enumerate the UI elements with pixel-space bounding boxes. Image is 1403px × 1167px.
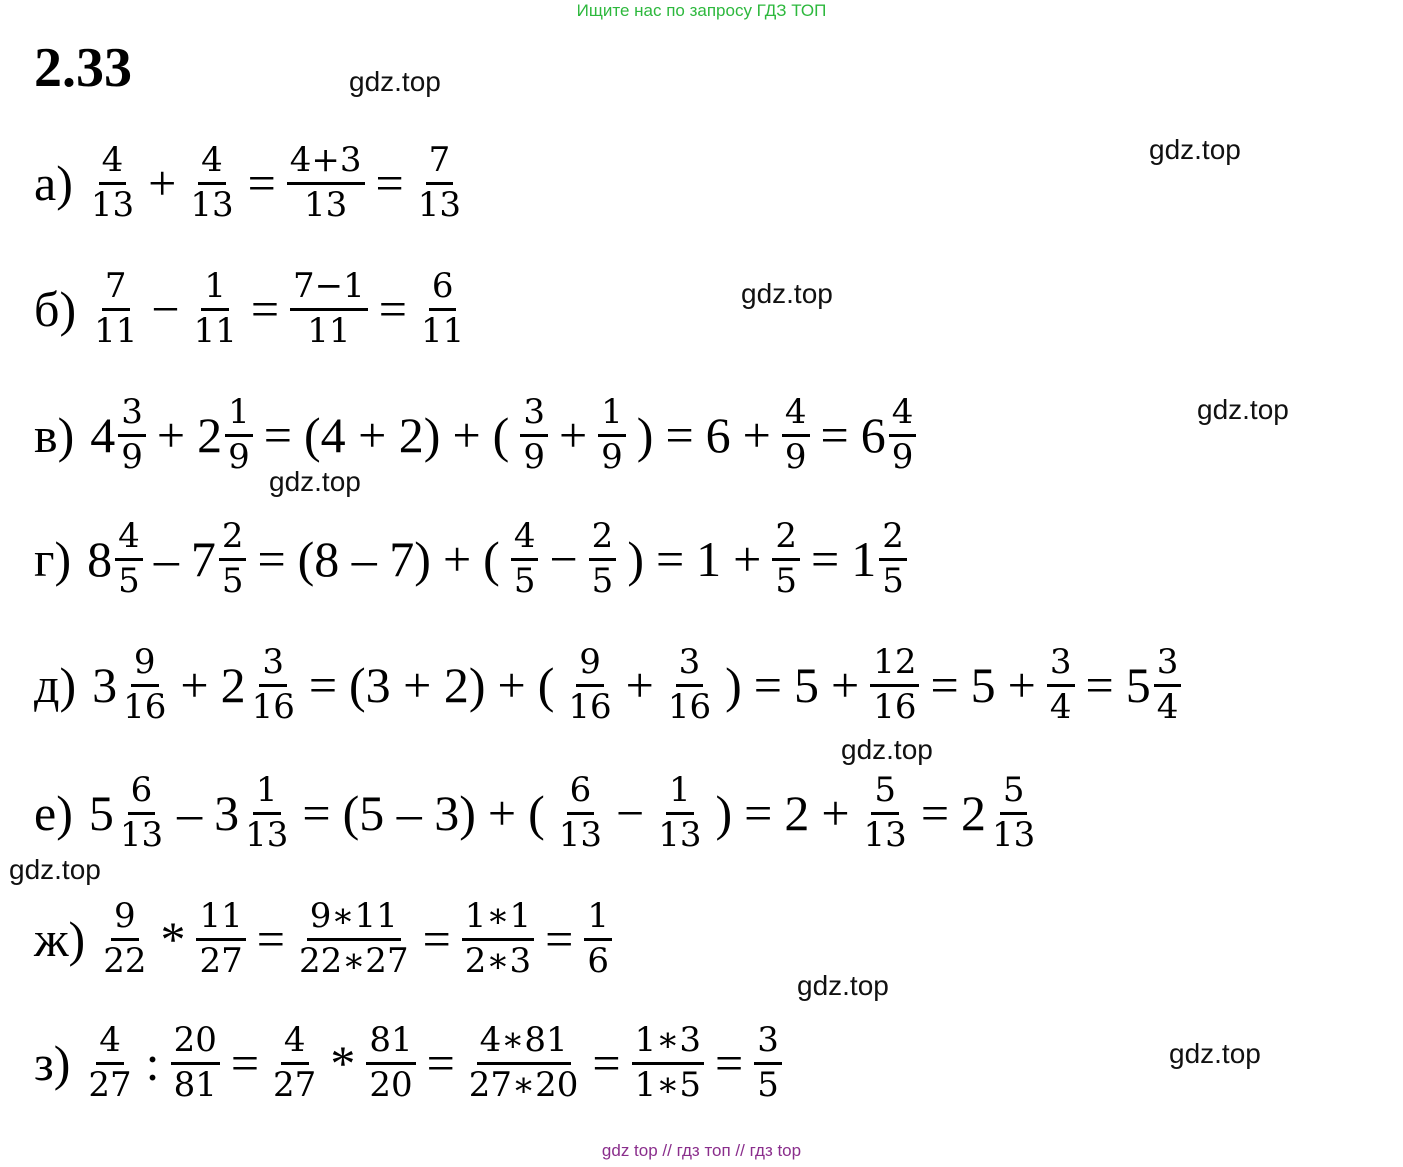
denominator: 5 <box>118 560 140 601</box>
fraction <box>91 265 140 351</box>
fraction <box>270 1019 319 1105</box>
numerator: 1 <box>201 269 229 311</box>
math-token: + <box>487 785 517 841</box>
whole-part: 2 <box>220 657 246 713</box>
math-token: = <box>930 657 959 713</box>
fraction <box>242 769 291 855</box>
denominator: 5 <box>882 560 904 601</box>
numerator: 7 <box>426 143 454 185</box>
watermark: gdz.top <box>1149 134 1241 165</box>
item-label: з) <box>34 1035 71 1091</box>
item-label: б) <box>34 281 77 337</box>
solution-row <box>34 1013 787 1113</box>
denominator: 27∗20 <box>468 1064 579 1105</box>
denominator: 9 <box>784 436 807 477</box>
numerator: 1 <box>584 899 612 941</box>
math-token: = <box>920 785 950 841</box>
numerator: 4 <box>99 143 127 185</box>
numerator: 4 <box>511 519 539 561</box>
denominator: 1∗5 <box>634 1064 701 1105</box>
denominator: 13 <box>90 184 135 225</box>
denominator: 13 <box>658 814 702 855</box>
solution-row <box>34 259 472 359</box>
math-token: + <box>558 407 588 463</box>
item-label: а) <box>34 155 73 211</box>
fraction <box>584 895 612 981</box>
math-token: = <box>422 911 451 967</box>
fraction <box>1047 641 1075 727</box>
numerator: 6 <box>429 269 457 311</box>
math-token: (3 + 2) <box>349 657 486 713</box>
solution-row <box>34 385 921 485</box>
numerator: 2 <box>772 519 800 561</box>
numerator: 9 <box>111 899 139 941</box>
math-token: + <box>625 657 654 713</box>
numerator: 20 <box>171 1023 220 1065</box>
math-token: (5 – 3) <box>342 785 476 841</box>
math-token: ( <box>492 407 510 463</box>
numerator: 2 <box>879 519 907 561</box>
item-label: в) <box>34 407 75 463</box>
math-token: + <box>821 785 850 841</box>
watermark: gdz.top <box>797 970 889 1001</box>
math-token: − <box>549 531 578 587</box>
denominator: 27 <box>88 1064 132 1105</box>
math-token: ( <box>537 657 555 713</box>
watermark: gdz.top <box>349 66 441 97</box>
numerator: 5 <box>1000 773 1028 815</box>
math-token: = <box>256 911 285 967</box>
math-token: * <box>160 911 186 967</box>
watermark: gdz.top <box>1169 1038 1261 1069</box>
numerator: 3 <box>676 645 704 687</box>
fraction <box>171 1019 220 1105</box>
denominator: 27 <box>199 940 243 981</box>
fraction <box>225 391 253 477</box>
numerator: 11 <box>196 899 245 941</box>
search-banner: Ищите нас по запросу ГДЗ ТОП <box>576 1 827 20</box>
numerator: 3 <box>118 395 146 437</box>
numerator: 1 <box>253 773 281 815</box>
fraction <box>889 391 917 477</box>
math-token: + <box>148 155 177 211</box>
math-token: + <box>733 531 762 587</box>
denominator: 16 <box>123 686 167 727</box>
denominator: 9 <box>523 436 545 477</box>
watermark: gdz.top <box>741 278 833 309</box>
math-token: ( <box>528 785 545 841</box>
fraction <box>861 769 910 855</box>
fraction <box>219 515 247 601</box>
math-token: + <box>452 407 481 463</box>
denominator: 11 <box>193 310 237 351</box>
math-token: = <box>1085 657 1114 713</box>
denominator: 13 <box>119 814 164 855</box>
numerator: 4 <box>782 395 810 437</box>
fraction <box>511 515 539 601</box>
numerator: 2 <box>589 519 617 561</box>
math-token: = <box>257 531 286 587</box>
fraction <box>632 1019 704 1105</box>
whole-part: 2 <box>197 407 223 463</box>
numerator: 4+3 <box>287 143 365 185</box>
numerator: 9∗11 <box>307 899 401 941</box>
solution-row <box>34 889 617 989</box>
footer-watermark: gdz top // гдз топ // гдз top <box>601 1141 802 1160</box>
denominator: 6 <box>587 940 609 981</box>
item-label: д) <box>34 657 77 713</box>
math-token: + <box>156 407 186 463</box>
numerator: 6 <box>567 773 595 815</box>
math-token: = <box>811 531 840 587</box>
math-token: = <box>655 531 685 587</box>
item-label: ж) <box>34 911 86 967</box>
numerator: 4∗81 <box>477 1023 571 1065</box>
denominator: 5 <box>513 560 536 601</box>
numerator: 9 <box>131 645 159 687</box>
watermark: gdz.top <box>9 854 101 885</box>
fraction <box>598 391 626 477</box>
math-token: = <box>250 281 280 337</box>
solution-row <box>34 763 1043 863</box>
fraction <box>665 641 714 727</box>
denominator: 81 <box>173 1064 217 1105</box>
denominator: 16 <box>873 686 917 727</box>
watermark: gdz.top <box>269 466 361 497</box>
math-token: * <box>330 1035 356 1091</box>
fraction <box>556 769 605 855</box>
solution-row <box>34 133 469 233</box>
exercise-number: 2.33 <box>34 37 132 99</box>
numerator: 3 <box>1154 645 1182 687</box>
fraction <box>418 265 467 351</box>
math-token: = <box>378 281 407 337</box>
fraction <box>287 139 365 225</box>
numerator: 1∗3 <box>632 1023 704 1065</box>
fraction <box>520 391 548 477</box>
denominator: 4 <box>1049 686 1072 727</box>
numerator: 9 <box>576 645 604 687</box>
math-token: 5 <box>970 657 996 713</box>
numerator: 7−1 <box>290 269 368 311</box>
fraction <box>870 641 919 727</box>
fraction <box>415 139 464 225</box>
math-token: : <box>145 1035 160 1091</box>
item-label: е) <box>34 785 73 841</box>
whole-part: 5 <box>1125 657 1151 713</box>
fraction <box>589 515 617 601</box>
whole-part: 3 <box>214 785 240 841</box>
math-token: ) <box>715 785 733 841</box>
math-token: + <box>1007 657 1036 713</box>
fraction <box>191 265 240 351</box>
fraction <box>115 515 143 601</box>
watermark: gdz.top <box>1197 394 1289 425</box>
solution-row <box>34 635 1186 735</box>
denominator: 13 <box>558 814 603 855</box>
denominator: 5 <box>757 1064 779 1105</box>
whole-part: 8 <box>87 531 113 587</box>
denominator: 27 <box>273 1064 317 1105</box>
math-token: − <box>151 281 180 337</box>
math-token: – <box>177 785 203 841</box>
numerator: 4 <box>96 1023 124 1065</box>
fraction <box>290 265 368 351</box>
math-token: ) <box>627 531 644 587</box>
numerator: 3 <box>520 395 548 437</box>
numerator: 4 <box>198 143 226 185</box>
item-label: г) <box>34 531 72 587</box>
denominator: 2∗3 <box>464 940 532 981</box>
denominator: 9 <box>228 436 250 477</box>
denominator: 13 <box>304 184 348 225</box>
denominator: 16 <box>251 686 295 727</box>
denominator: 13 <box>245 814 289 855</box>
math-token: = <box>545 911 574 967</box>
math-token: (8 – 7) <box>297 531 431 587</box>
math-token: − <box>616 785 645 841</box>
numerator: 1 <box>598 395 626 437</box>
numerator: 4 <box>281 1023 309 1065</box>
denominator: 16 <box>568 686 612 727</box>
solution-row <box>34 509 912 609</box>
math-token: = <box>302 785 331 841</box>
fraction <box>85 1019 134 1105</box>
math-token: = <box>247 155 276 211</box>
numerator: 3 <box>259 645 287 687</box>
fraction <box>117 769 166 855</box>
math-token: 2 <box>784 785 810 841</box>
math-token: ) <box>725 657 742 713</box>
math-token: 6 <box>705 407 731 463</box>
whole-part: 3 <box>92 657 118 713</box>
math-token: ( <box>483 531 500 587</box>
math-token: + <box>830 657 860 713</box>
whole-part: 4 <box>90 407 116 463</box>
fraction <box>565 641 614 727</box>
fraction <box>462 895 534 981</box>
numerator: 5 <box>871 773 899 815</box>
whole-part: 2 <box>961 785 987 841</box>
numerator: 3 <box>1047 645 1075 687</box>
fraction <box>120 641 169 727</box>
denominator: 11 <box>94 310 138 351</box>
math-token: = <box>375 155 404 211</box>
math-token: (4 + 2) <box>303 407 441 463</box>
fraction <box>118 391 146 477</box>
numerator: 12 <box>870 645 919 687</box>
denominator: 13 <box>417 184 462 225</box>
fraction <box>989 769 1038 855</box>
denominator: 5 <box>591 560 614 601</box>
math-token: = <box>263 407 292 463</box>
math-token: = <box>230 1035 260 1091</box>
math-token: = <box>744 785 773 841</box>
numerator: 81 <box>366 1023 415 1065</box>
denominator: 13 <box>863 814 907 855</box>
math-token: 1 <box>696 531 722 587</box>
whole-part: 7 <box>190 531 216 587</box>
denominator: 13 <box>992 814 1036 855</box>
denominator: 16 <box>667 686 712 727</box>
fraction <box>772 515 800 601</box>
math-token: 5 <box>793 657 819 713</box>
watermark: gdz.top <box>841 734 933 765</box>
fraction <box>187 139 236 225</box>
numerator: 1 <box>225 395 253 437</box>
math-token: = <box>592 1035 621 1091</box>
denominator: 5 <box>221 560 244 601</box>
denominator: 20 <box>369 1064 413 1105</box>
denominator: 4 <box>1156 686 1179 727</box>
math-token: ) <box>636 407 654 463</box>
denominator: 13 <box>190 184 234 225</box>
fraction <box>782 391 810 477</box>
math-token: + <box>742 407 771 463</box>
denominator: 9 <box>601 436 623 477</box>
denominator: 9 <box>121 436 143 477</box>
whole-part: 5 <box>88 785 114 841</box>
fraction <box>249 641 298 727</box>
math-token: = <box>308 657 338 713</box>
fraction <box>88 139 137 225</box>
fraction <box>1154 641 1182 727</box>
numerator: 1 <box>666 773 694 815</box>
denominator: 11 <box>307 310 351 351</box>
numerator: 6 <box>128 773 156 815</box>
numerator: 1∗1 <box>462 899 534 941</box>
fraction <box>754 1019 782 1105</box>
fraction <box>296 895 412 981</box>
denominator: 11 <box>421 310 465 351</box>
whole-part: 1 <box>851 531 877 587</box>
math-token: = <box>715 1035 744 1091</box>
math-token: – <box>153 531 179 587</box>
fraction <box>655 769 704 855</box>
math-token: + <box>180 657 209 713</box>
numerator: 3 <box>754 1023 782 1065</box>
math-token: = <box>426 1035 455 1091</box>
fraction <box>366 1019 415 1105</box>
denominator: 22∗27 <box>298 940 409 981</box>
fraction <box>466 1019 582 1105</box>
math-token: = <box>753 657 782 713</box>
fraction <box>196 895 245 981</box>
numerator: 7 <box>102 269 130 311</box>
math-token: + <box>442 531 472 587</box>
numerator: 4 <box>889 395 917 437</box>
fraction <box>100 895 149 981</box>
math-token: = <box>820 407 849 463</box>
denominator: 22 <box>103 940 147 981</box>
fraction <box>879 515 907 601</box>
math-token: = <box>665 407 694 463</box>
denominator: 5 <box>775 560 798 601</box>
whole-part: 6 <box>860 407 886 463</box>
math-token: + <box>497 657 526 713</box>
numerator: 4 <box>115 519 143 561</box>
denominator: 9 <box>891 436 914 477</box>
numerator: 2 <box>219 519 247 561</box>
